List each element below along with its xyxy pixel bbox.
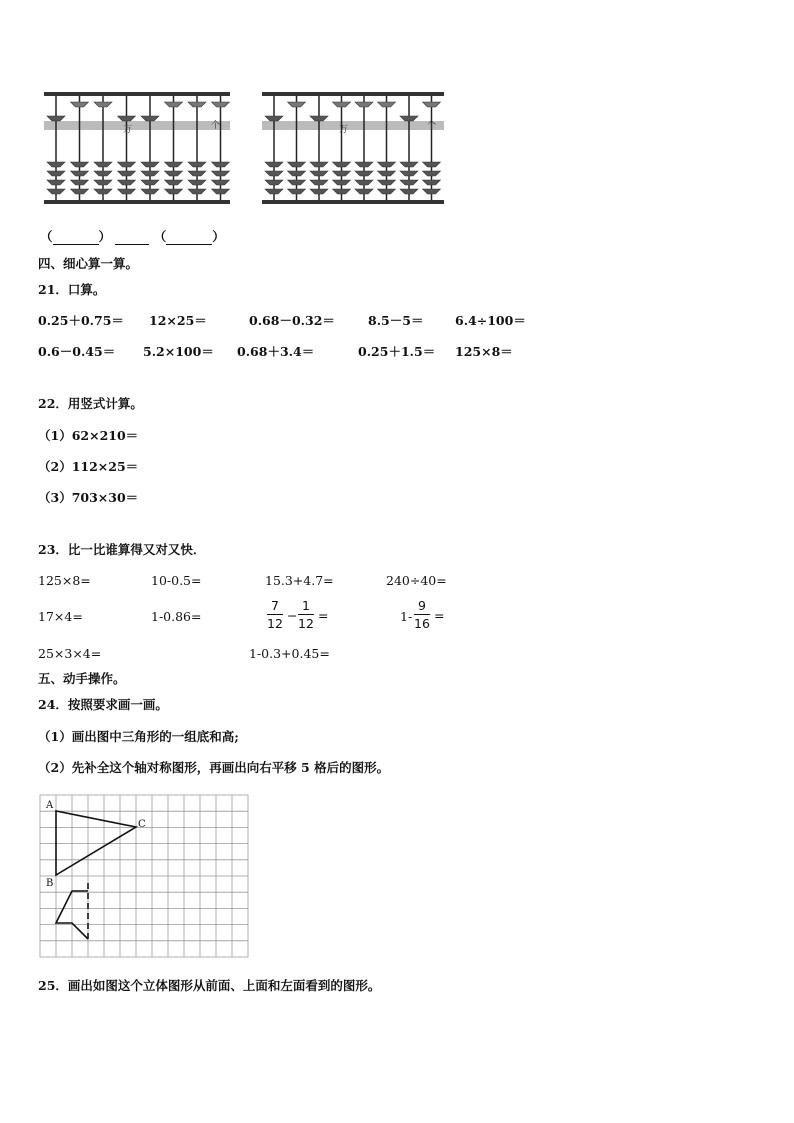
abacus-upper-bead	[378, 102, 396, 107]
abacus-2	[262, 92, 444, 204]
abacus-lower-bead	[94, 162, 112, 167]
q23-r1-c3: 15.3+4.7=	[265, 573, 334, 588]
abacus-upper-bead	[265, 116, 283, 121]
abacus-1	[44, 92, 230, 204]
abacus-lower-bead	[288, 180, 306, 185]
section-4-title: 四、细心算一算。	[38, 256, 139, 271]
abacus-lower-bead	[333, 180, 351, 185]
abacus-lower-bead	[265, 171, 283, 176]
abacus-lower-bead	[310, 162, 328, 167]
abacus-lower-bead	[94, 180, 112, 185]
abacus-lower-bead	[188, 171, 206, 176]
abacus-lower-bead	[423, 171, 441, 176]
abacus-lower-bead	[333, 162, 351, 167]
q23-r3-c2: 1-0.3+0.45=	[249, 646, 330, 661]
label-c: C	[138, 819, 146, 830]
abacus-1-label-ge: 个	[211, 121, 221, 131]
abacus-lower-bead	[288, 189, 306, 194]
abacus-lower-bead	[355, 162, 373, 167]
abacus-lower-bead	[165, 162, 183, 167]
q21-r1-c3: 0.68－0.32＝	[249, 313, 335, 328]
q21-r2-c5: 125×8＝	[455, 344, 513, 359]
fraction-9-16: 9 16	[414, 598, 430, 631]
q21-r2-c1: 0.6－0.45＝	[38, 344, 116, 359]
q24-title: 24．按照要求画一画。	[38, 697, 168, 712]
abacus-lower-bead	[333, 171, 351, 176]
abacus-lower-bead	[47, 180, 65, 185]
abacus-lower-bead	[400, 171, 418, 176]
abacus-lower-bead	[423, 162, 441, 167]
abacus-lower-bead	[141, 171, 159, 176]
abacus-upper-bead	[165, 102, 183, 107]
q21-r2-c4: 0.25＋1.5＝	[358, 344, 436, 359]
abacus-lower-bead	[265, 189, 283, 194]
q22-item-1: （1）62×210＝	[38, 428, 139, 443]
abacus-lower-bead	[378, 180, 396, 185]
q23-r1-c2: 10-0.5=	[151, 573, 202, 588]
abacus-upper-bead	[423, 102, 441, 107]
abacus-upper-bead	[188, 102, 206, 107]
abacus-lower-bead	[118, 162, 136, 167]
abacus-lower-bead	[288, 171, 306, 176]
abacus-lower-bead	[400, 180, 418, 185]
q25-title: 25．画出如图这个立体图形从前面、上面和左面看到的图形。	[38, 978, 381, 993]
abacus-lower-bead	[71, 180, 89, 185]
abacus-lower-bead	[141, 189, 159, 194]
abacus-lower-bead	[71, 162, 89, 167]
q23-r1-c4: 240÷40=	[386, 573, 447, 588]
q21-title: 21．口算。	[38, 282, 106, 297]
abacus-lower-bead	[71, 189, 89, 194]
abacus-lower-bead	[141, 162, 159, 167]
q23-r2-c1: 17×4=	[38, 609, 83, 624]
abacus-lower-bead	[141, 180, 159, 185]
q21-r1-c5: 6.4÷100＝	[455, 313, 526, 328]
minus-sign: −	[287, 608, 298, 623]
abacus-upper-bead	[288, 102, 306, 107]
q22-item-3: （3）703×30＝	[38, 490, 139, 505]
abacus-lower-bead	[310, 189, 328, 194]
abacus-lower-bead	[118, 171, 136, 176]
abacus-upper-bead	[400, 116, 418, 121]
abacus-upper-bead	[94, 102, 112, 107]
abacus-upper-bead	[310, 116, 328, 121]
q21-r1-c1: 0.25＋0.75＝	[38, 313, 124, 328]
fraction-7-12: 7 12	[267, 598, 283, 631]
abacus-1-label-wan: 万	[123, 125, 133, 135]
abacus-upper-bead	[71, 102, 89, 107]
abacus-lower-bead	[212, 162, 230, 167]
abacus-lower-bead	[47, 171, 65, 176]
q23-r2-c2: 1-0.86=	[151, 609, 202, 624]
abacus-upper-bead	[118, 116, 136, 121]
abacus-lower-bead	[333, 189, 351, 194]
abacus-lower-bead	[47, 189, 65, 194]
label-a: A	[46, 800, 54, 811]
q22-title: 22．用竖式计算。	[38, 396, 143, 411]
q23-title: 23．比一比谁算得又对又快．	[38, 542, 206, 557]
abacus-lower-bead	[188, 180, 206, 185]
q21-r2-c2: 5.2×100＝	[143, 344, 214, 359]
one-minus: 1-	[400, 609, 413, 624]
q23-r1-c1: 125×8=	[38, 573, 91, 588]
section-5-title: 五、动手操作。	[38, 671, 126, 686]
abacus-lower-bead	[400, 189, 418, 194]
equals-sign-b: =	[434, 608, 445, 623]
abacus-upper-bead	[141, 116, 159, 121]
abacus-lower-bead	[355, 171, 373, 176]
abacus-lower-bead	[212, 180, 230, 185]
abacus-upper-bead	[333, 102, 351, 107]
answer-blank-1[interactable]	[53, 232, 99, 245]
abacus-lower-bead	[423, 189, 441, 194]
abacus-upper-bead	[355, 102, 373, 107]
q21-r1-c2: 12×25＝	[149, 313, 207, 328]
q24-item-2: （2）先补全这个轴对称图形，再画出向右平移 5 格后的图形。	[38, 760, 390, 775]
q22-item-2: （2）112×25＝	[38, 459, 139, 474]
abacus-lower-bead	[118, 180, 136, 185]
abacus-lower-bead	[310, 171, 328, 176]
abacus-lower-bead	[212, 171, 230, 176]
abacus-lower-bead	[94, 171, 112, 176]
abacus-lower-bead	[71, 171, 89, 176]
abacus-lower-bead	[118, 189, 136, 194]
q23-r3-c1: 25×3×4=	[38, 646, 102, 661]
abacus-lower-bead	[265, 162, 283, 167]
abacus-lower-bead	[310, 180, 328, 185]
equals-sign: =	[318, 608, 329, 623]
abacus-lower-bead	[94, 189, 112, 194]
label-b: B	[46, 878, 54, 889]
abacus-lower-bead	[355, 189, 373, 194]
abacus-lower-bead	[188, 189, 206, 194]
abacus-lower-bead	[212, 189, 230, 194]
q24-item-1: （1）画出图中三角形的一组底和高;	[38, 729, 239, 744]
abacus-lower-bead	[400, 162, 418, 167]
triangle-abc	[56, 811, 136, 875]
abacus-lower-bead	[165, 189, 183, 194]
q21-r1-c4: 8.5－5＝	[368, 313, 424, 328]
abacus-lower-bead	[378, 171, 396, 176]
fraction-1-12: 1 12	[298, 598, 314, 631]
abacus-lower-bead	[378, 162, 396, 167]
abacus-answer-line: （ ） （ ）	[40, 229, 225, 244]
abacus-lower-bead	[165, 171, 183, 176]
abacus-lower-bead	[378, 189, 396, 194]
abacus-upper-bead	[47, 116, 65, 121]
abacus-lower-bead	[265, 180, 283, 185]
abacus-lower-bead	[288, 162, 306, 167]
q24-grid-figure[interactable]	[36, 793, 252, 959]
abacus-2-label-wan: 万	[339, 125, 349, 135]
abacus-2-label-ge: 个	[427, 121, 437, 131]
abacus-lower-bead	[165, 180, 183, 185]
abacus-lower-bead	[188, 162, 206, 167]
abacus-lower-bead	[423, 180, 441, 185]
abacus-upper-bead	[212, 102, 230, 107]
abacus-lower-bead	[47, 162, 65, 167]
q21-r2-c3: 0.68＋3.4＝	[237, 344, 315, 359]
answer-blank-3[interactable]	[166, 232, 212, 245]
abacus-lower-bead	[355, 180, 373, 185]
answer-blank-2[interactable]	[115, 232, 149, 245]
